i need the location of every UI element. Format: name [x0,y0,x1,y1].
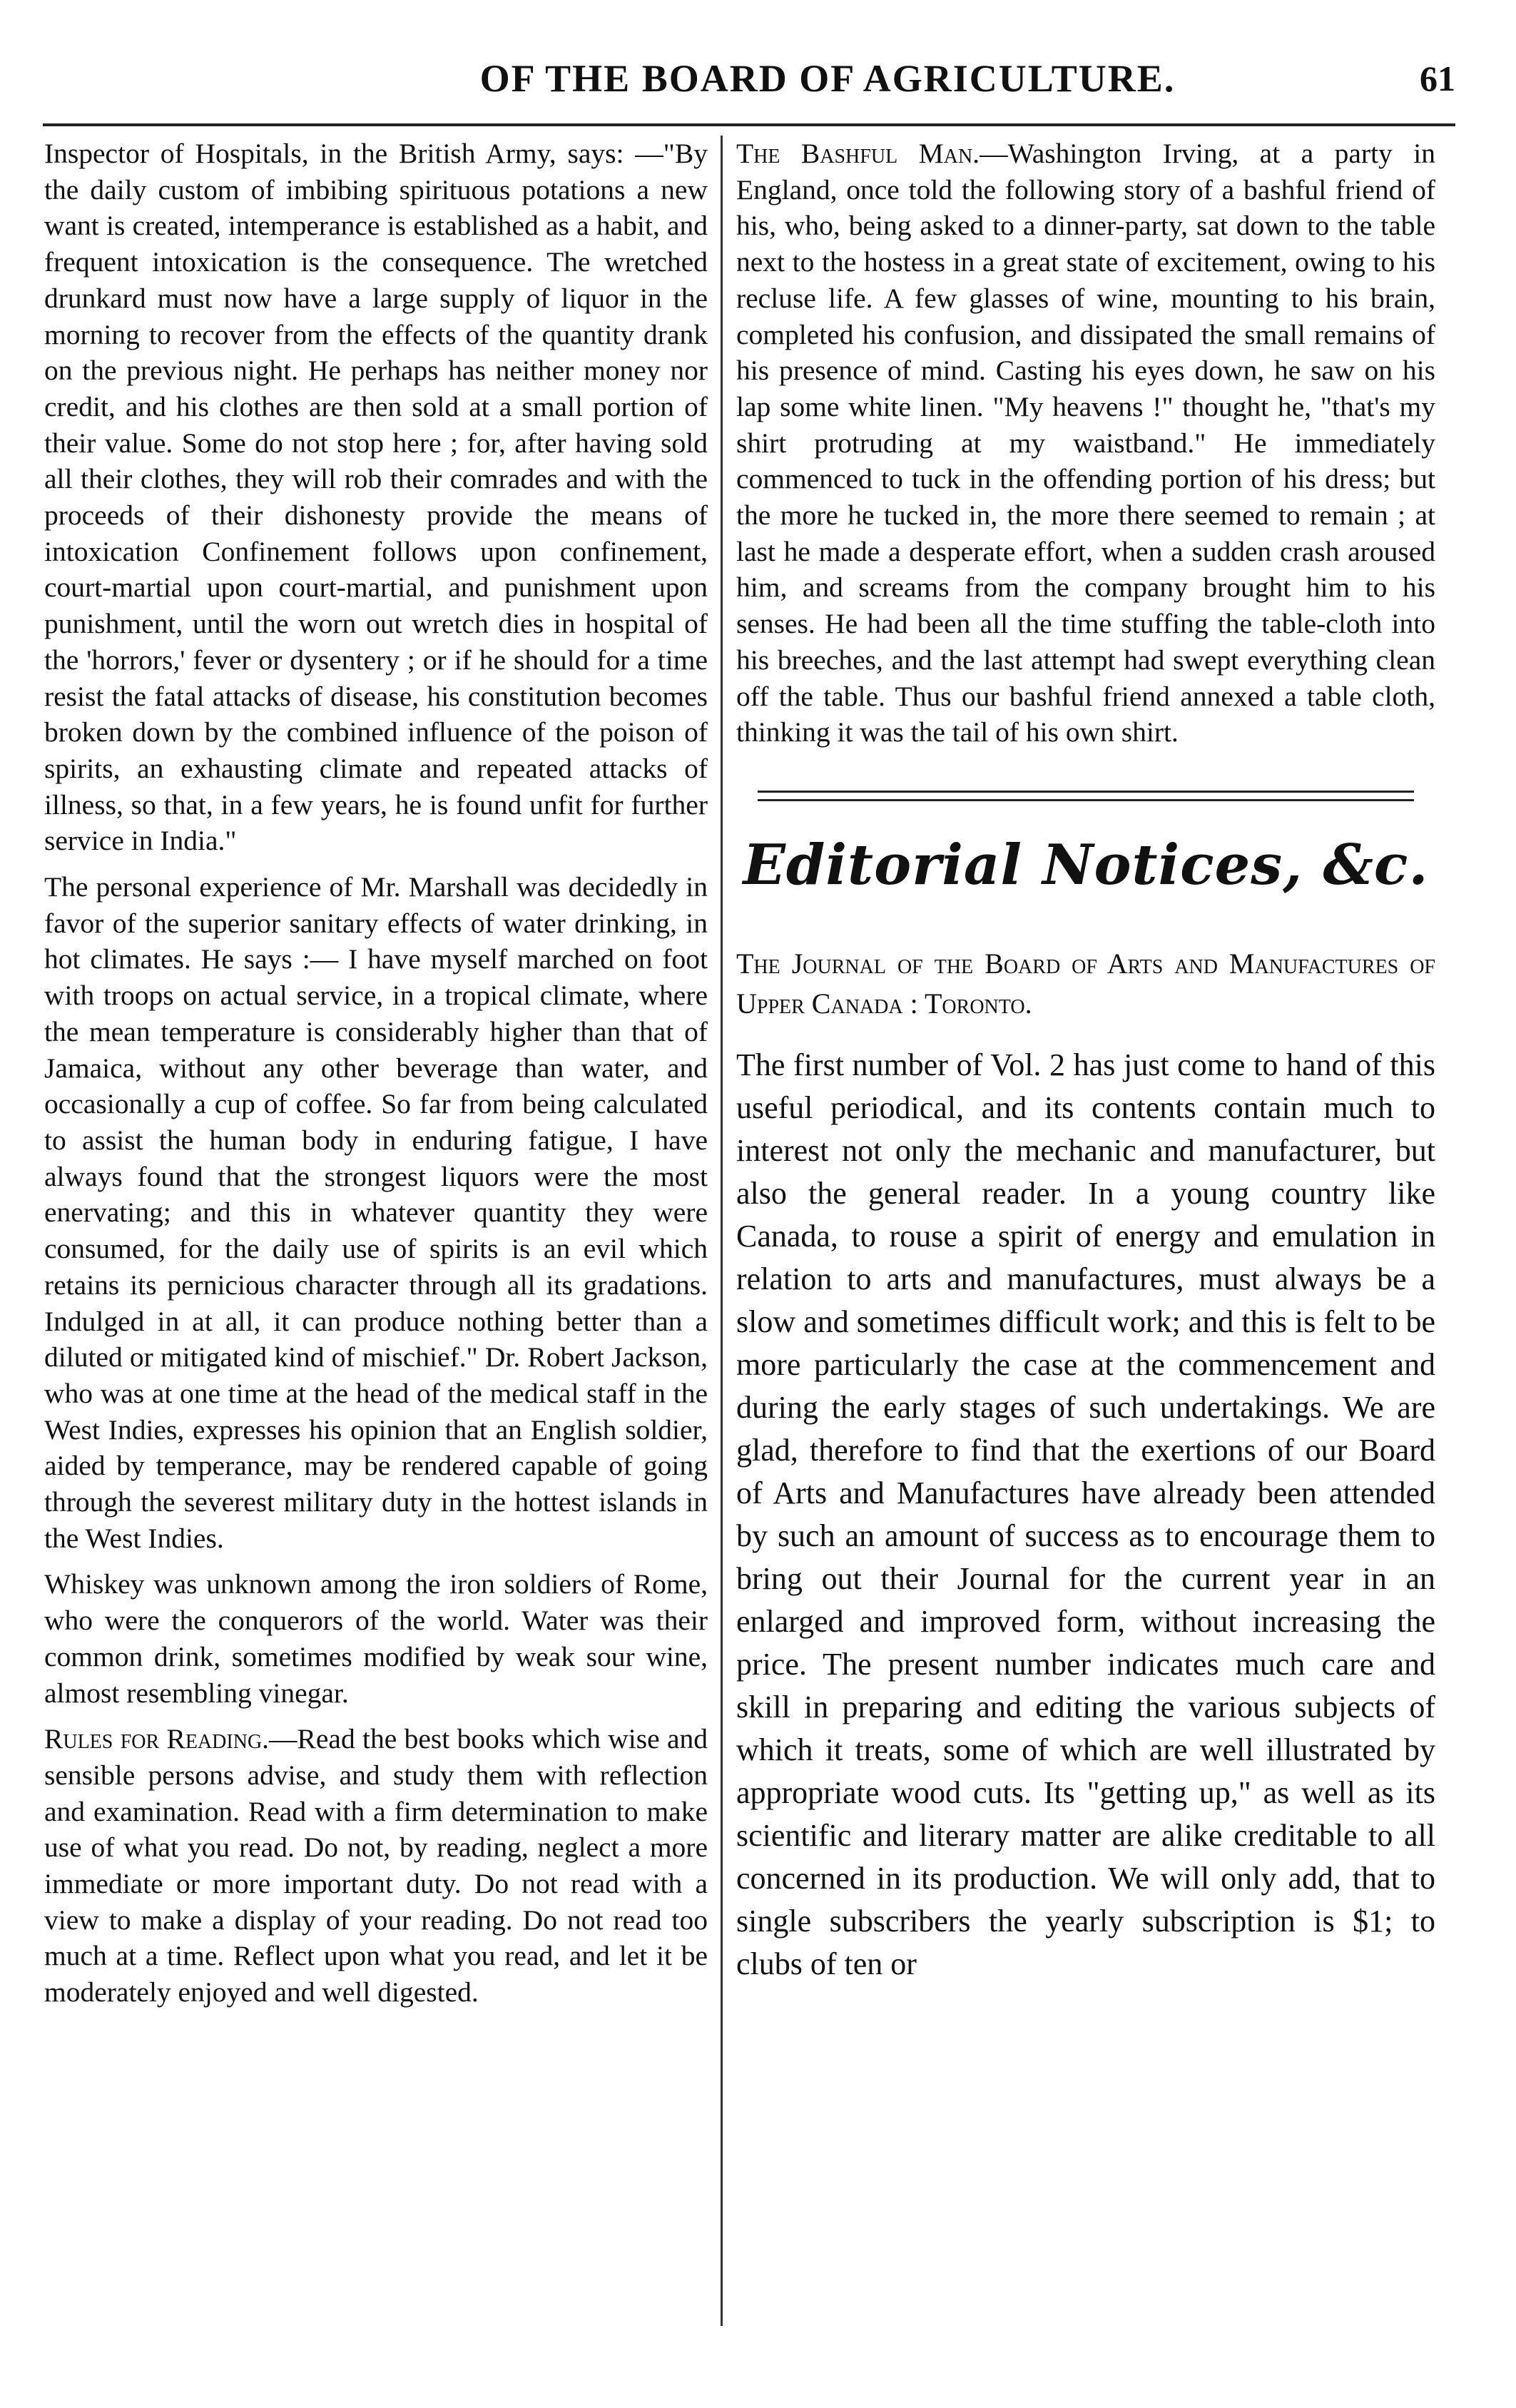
header-rule [43,123,1455,126]
bashful-man-body: —Washington Irving, at a party in England, once told the following story of a bashful friend of his, who, being asked to a dinner-party, sat down to the table next to the hostess in a great state of excitement, owing to his recluse life. A few glasses of wine, mounting to his brain, completed his confusion, and dissipated the small remains of his presence of mind. Casting his eyes down, he saw on his lap some white linen. "My heavens !" thought he, "that's my shirt protruding at my waistband." He immediately commenced to tuck in the offending portion of his dress; but the more he tucked in, the more there seemed to remain ; at last he made a desperate effort, when a sudden crash aroused him, and screams from the company brought him to his senses. He had been all the time stuffing the table-cloth into his breeches, and the last attempt had swept everything clean off the table. Thus our bashful friend annexed a table cloth, thinking it was the tail of his own shirt. [736,138,1435,748]
right-column [736,136,1435,1996]
running-title: OF THE BOARD OF AGRICULTURE. [479,57,1176,100]
bashful-man-heading: The Bashful Man. [736,138,980,169]
left-column [44,136,708,2021]
article-paragraph: Whiskey was unknown among the iron soldiers of Rome, who were the conquerors of the world. Water was their common drink, sometimes modified by weak sour wine, almost resembling vinegar. [44,1568,708,1709]
page-header [43,39,1455,118]
bashful-man-paragraph [736,136,1435,751]
article-paragraph: Inspector of Hospitals, in the British Army, says: —"By the daily custom of imbibing spirituous potations a new want is created, intemperance is established as a habit, and frequent intoxication is the consequence. The wretched drunkard must now have a large supply of liquor in the morning to recover from the effects of the quantity drank on the previous night. He perhaps has neither money nor credit, and his clothes are then sold at a small portion of their value. Some do not stop here ; for, after having sold all their clothes, they will rob their comrades and with the proceeds of their dishonesty provide the means of intoxication Confinement follows upon confinement, court-martial upon court-martial, and punishment upon punishment, until the worn out wretch dies in hospital of the 'horrors,' fever or dysentery ; or if he should for a time resist the fatal attacks of disease, his constitution becomes broken down by the combined influence of the poison of spirits, an exhausting climate and repeated attacks of illness, so that, in a few years, he is found unfit for further service in India." [44,138,708,857]
column-divider [721,136,723,2326]
rules-for-reading-heading: Rules for Reading. [44,1723,270,1755]
editorial-notices-heading: Editorial Notices, &c. [743,832,1429,898]
article-paragraph: The personal experience of Mr. Marshall was decidedly in favor of the superior sanitary effects of water drinking, in hot climates. He says :— I have myself marched on foot with troops on actual service, in a tropical climate, where the mean temperature is considerably higher than that of Jamaica, without any other beverage than water, and occasionally a cup of coffee. So far from being calculated to assist the human body in enduring fatigue, I have always found that the strongest liquors were the most enervating; and this in whatever quantity they were consumed, for the daily use of spirits is an evil which retains its pernicious character through all its gradations. Indulged in at all, it can produce nothing better than a diluted or mitigated kind of mischief." Dr. Robert Jackson, who was at one time at the head of the medical staff in the West Indies, expresses his opinion that an English soldier, aided by temperance, may be rendered capable of going through the severest military duty in the hottest islands in the West Indies. [44,871,708,1554]
rules-for-reading-paragraph [44,1721,708,2011]
section-double-rule [758,791,1414,801]
page-number: 61 [1420,59,1455,98]
journal-review-body: The first number of Vol. 2 has just come to hand of this useful periodical, and its contents contain much to interest not only the mechanic and manufacturer, but also the general reader. In a young country like Canada, to rouse a spirit of energy and emulation in relation to arts and manufactures, must always be a slow and sometimes difficult work; and this is felt to be more particularly the case at the commencement and during the early stages of such undertakings. We are glad, therefore to find that the exertions of our Board of Arts and Manufactures have already been attended by such an amount of success as to encourage them to bring out their Journal for the current year in an enlarged and improved form, without increasing the price. The present number indicates much care and skill in preparing and editing the various subjects of which it treats, some of which are well illustrated by appropriate wood cuts. Its "getting up," as well as its scientific and literary matter are alike creditable to all concerned in its production. We will only add, that to single subscribers the yearly subscription is $1; to clubs of ten or [736,1047,1435,1981]
journal-title: The Journal of the Board of Arts and Manufactures of Upper Canada : Toronto. [736,947,1435,1020]
rules-for-reading-body: —Read the best books which wise and sensible persons advise, and study them with reflection and examination. Read with a firm determination to make use of what you read. Do not, by reading, neglect a more immediate or more important duty. Do not read with a view to make a display of your reading. Do not read too much at a time. Reflect upon what you read, and let it be moderately enjoyed and well digested. [44,1723,708,2008]
